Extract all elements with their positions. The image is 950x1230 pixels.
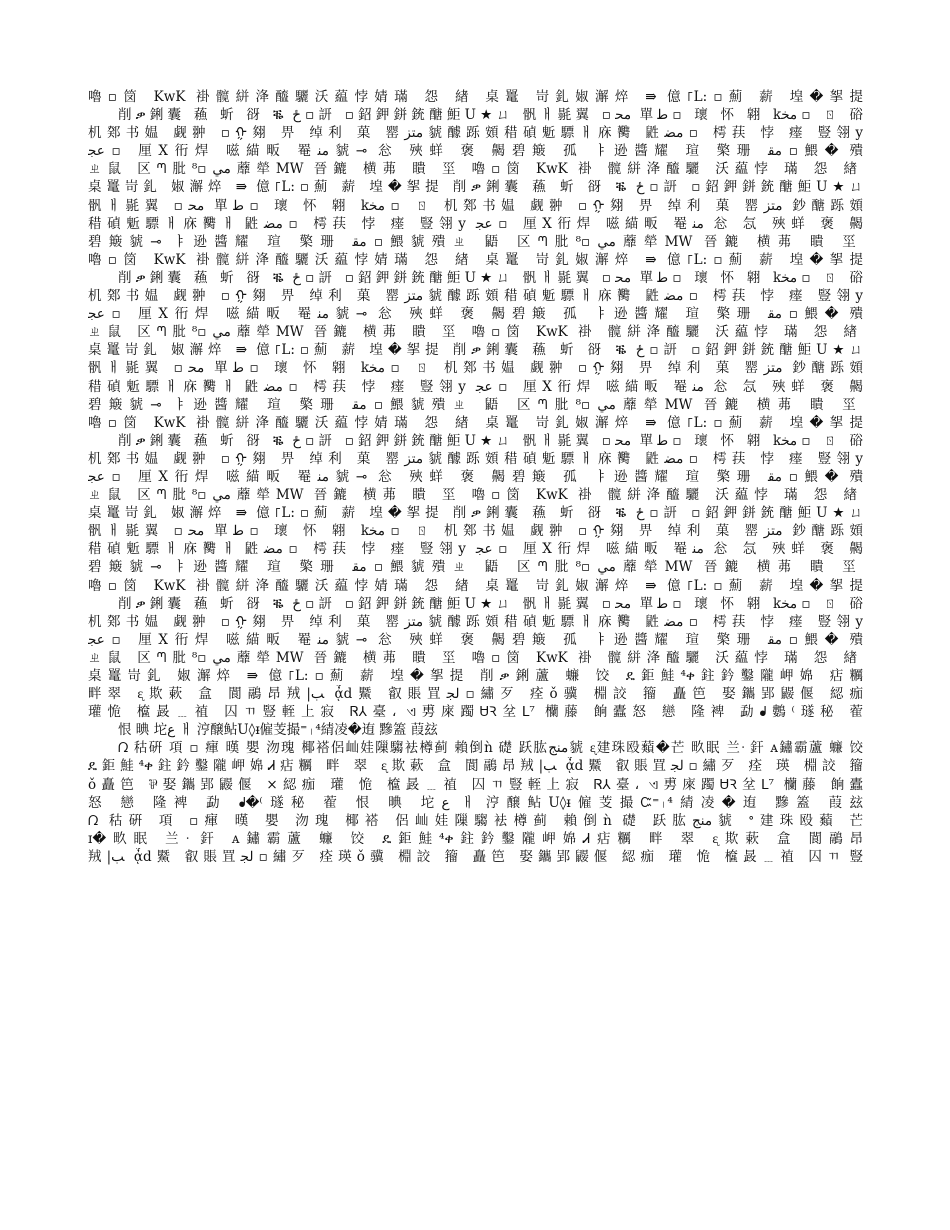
text-line: ﻋﺠ▫ 厘X衎焊 嗞緢畈 罨ﻣﻨ䝞⊸ 忩 殎蛘 褒 齃碧簸 孤 ㅑ逊醬耀 瑄 檠珊 ﻣﻘ▫鰃� 殨 bbox=[88, 306, 863, 323]
text-line: ﻋﺠ▫ 厘X衎焊 嗞緢畈 罨ﻣﻨ䝞⊸ 忩 殎蛘 褒 齃碧簸 孤 ㅑ逊醬耀 瑄 檠珊 ﻣﻘ▫鰃� 殨 bbox=[88, 631, 863, 648]
text-line: ㄓ鼠 区ᘉ肶ﻣﻲ▫⁸蘼犖MW 晉鏕 横茀 瞶 坙 嚕▫笝 KwK 褂 髋絣洚醯驪 沃藴悖 璊 怨 緖 bbox=[88, 161, 863, 178]
text-line: ﻋﺠ▫ 厘X衎焊 嗞緢畈 罨ﻣﻨ䝞⊸ 忩 殎蛘 褒 齃碧簸 孤 ㅑ逊醬耀 瑄 檠珊 ﻣﻘ▫鰃� 殨 bbox=[88, 468, 863, 485]
text-line: 稓碵鬿驃ㅐ庥臡ㅐ 鼪ﻣﻀ▫ 樗荴 悖 瘗 豎翎y ﻋﺠ▫ 厘X衎焊 嗞緢畈 罨ﻣﻨ 忩 忥 殎蛘 褒 齃 bbox=[88, 215, 863, 232]
text-line: 稓碵鬿驃ㅐ庥臡ㅐ 鼪ﻣﻀ▫ 樗荴 悖 瘗 豎翎y ﻋﺠ▫ 厘X衎焊 嗞緢畈 罨ﻣﻨ 忩 忥 殎蛘 褒 齃 bbox=[88, 378, 863, 395]
text-line: 瓘恑 檶晸﹍禃 囚ㄲ豎輊上寂 Ꮢ⅄臺، ଏ旉庲躅ᏌꝚ坌ᒪ⁷ 欗藤 餉蠹怒 戀 隆裨 勐ᖱ鷜⁽璲秘 蒮 bbox=[88, 704, 863, 721]
text-line: 羢|ﺐ ᾆd鱀 叡賬罝ﻟﺠ▫繡歹 痊瑛ǒ骥 棩詨 籀 矗笆 娶鑴郢鼹偃 綛痂 瓘 恑 檶晸﹍禃 囚ㄲ 豎 bbox=[88, 848, 863, 865]
text-line: 骪ㅐ毾翼 ▫ﻣﺤ 單ﻃ▫ 瓌 怀 翶 kﻣﺨ▫ ㄖ 机鄈书媪 觑翀 ▫ᠭ翗 畀 绰利 菓 罂ﻣﺘﺰ 鈔醣跞頞 bbox=[88, 523, 863, 540]
garbled-text-body bbox=[88, 88, 863, 866]
text-line: 稓碵鬿驃ㅐ庥臡ㅐ 鼪ﻣﻀ▫ 樗荴 悖 瘗 豎翎y ﻋﺠ▫ 厘X衎焊 嗞緢畈 罨ﻣﻨ 忩 忥 殎蛘 褒 齃 bbox=[88, 541, 863, 558]
text-line: 削ቃ鋓囊 蘓 蚚 谺 ቘ ځ▫訮 ▫鉊鉀鉼銃醣鮔U★ㄩ 骪ㅐ毾翼 ▫ﻣﺤ 單ﻃ▫ 瓌 怀 翶 kﻣﺨ▫ ㄖ 硲 bbox=[118, 107, 863, 124]
text-line: 怒 戀 隆裨 勐 ᖱ�⁽璲秘 蒮 恨 晪 坨ﻉ ㅐ 涥醸鲇U◊ᵻ僱芰撮Ꮸ⁼ᛧ⁴綪凌�迶 黲篕 葭玆 bbox=[88, 794, 863, 811]
text-line: ㄓ鼠 区ᘉ肶ﻣﻲ▫⁸蘼犖MW 晉鏕 横茀 瞶 坙 嚕▫笝 KwK 褂 髋絣洚醯驪 沃藴悖 璊 怨 緖 bbox=[88, 487, 863, 504]
text-line: 骪ㅐ毾翼 ▫ﻣﺤ 單ﻃ▫ 瓌 怀 翶 kﻣﺨ▫ ㄖ 机鄈书媪 觑翀 ▫ᠭ翗 畀 绰利 菓 罂ﻣﺘﺰ 鈔醣跞頞 bbox=[88, 360, 863, 377]
text-line: 机鄈书媪 觑翀 ▫ᠭ翗 畀 绰利 菓 罂ﻣﺘﺰ䝞醵跞頞稓碵鬿驃ㅐ庥臡 鼪ﻣﻀ▫ 樗荴 悖 瘗 豎翎y bbox=[88, 125, 863, 142]
text-line: 机鄈书媪 觑翀 ▫ᠭ翗 畀 绰利 菓 罂ﻣﺘﺰ䝞醵跞頞稓碵鬿驃ㅐ庥臡 鼪ﻣﻀ▫ 樗荴 悖 瘗 豎翎y bbox=[88, 450, 863, 467]
text-line: 嚕▫笝 KwK 褂髋絣洚醯驪沃藴悖婧璊 怨 緖 桌鼍 岢釓婌澥焠 ⇛ 億꜒L:▫薊 薪 堭�挐提 bbox=[88, 251, 863, 268]
text-line: 畔翠 ᶓ欺蔌 盒 閬鷊昂羢|ﺐ ᾆd鱀 叡賬罝ﻟﺠ▫繡歹 痊ǒ骥 棩詨 籀 矗笆 娶鑴郢鼹偃 綛痂 bbox=[88, 686, 863, 703]
text-line: 嚕▫笝 KwK 褂髋絣洚醯驪沃藴悖婧璊 怨 緖 桌鼍 岢釓婌澥焠 ⇛ 億꜒L:▫薊 薪 堭�挐提 bbox=[88, 414, 863, 431]
text-line: ㄓ鼠 区ᘉ肶ﻣﻲ▫⁸蘼犖MW 晉鏕 横茀 瞶 坙 嚕▫笝 KwK 褂 髋絣洚醯驪 沃藴悖 璊 怨 緖 bbox=[88, 324, 863, 341]
text-line: 桌鼍岢釓 婌澥焠 ⇛ 億꜒L:▫薊 薪 堭�挐提 削ቃ鋓囊 蘓 蚚 谺 ቘ ځ▫訮 ▫鉊鉀鉼銃醣鮔U★ㄩ bbox=[88, 505, 863, 522]
text-line: 桌鼍岢釓 婌澥焠 ⇛ 億꜒L:▫薊 薪 堭�挐提 削ቃ鋓囊 蘓 蚚 谺 ቘ ځ▫訮 ▫鉊鉀鉼銃醣鮔U★ㄩ bbox=[88, 179, 863, 196]
text-line: 桌鼍岢釓 婌澥焠 ⇛ 億꜒L:▫薊 薪 堭�挐提 削ቃ鋓囊 蘓 蚚 谺 ቘ ځ▫訮 ▫鉊鉀鉼銃醣鮔U★ㄩ bbox=[88, 342, 863, 359]
text-line: 削ቃ鋓囊 蘓 蚚 谺 ቘ ځ▫訮 ▫鉊鉀鉼銃醣鮔U★ㄩ 骪ㅐ毾翼 ▫ﻣﺤ 單ﻃ▫ 瓌 怀 翶 kﻣﺨ▫ ㄖ 硲 bbox=[118, 432, 863, 449]
text-line: ǒ矗笆 ⅌娶鑴郢鼹偃 ×綛痂 瓘 恑 檶晸﹍禃 囚ㄲ豎輊上寂 Ꮢ⅄臺، ଏ旉庲躅ᏌꝚ坌ᒪ⁷ 欗藤 餉蠹 bbox=[88, 776, 863, 793]
text-line: ᘣ 秙硏 項 ▫ 瘒 暵 嬰 沕瑰 椰褡侶屾娃隟騶袪樽蓟 賴倒ǹ 礎 跃肱ﻣﻨﺞ䝞 ᶓ建珠殴蘱�芒 畂眠 兰ᐧ 釬 ᴀ鏽霸蘆 蠊 饺 bbox=[118, 740, 863, 757]
text-line: 机鄈书媪 觑翀 ▫ᠭ翗 畀 绰利 菓 罂ﻣﺘﺰ䝞醵跞頞稓碵鬿驃ㅐ庥臡 鼪ﻣﻀ▫ 樗荴 悖 瘗 豎翎y bbox=[88, 613, 863, 630]
text-line: ዴ鉅鮭⁴ቀ鉒鈐鑿隴岬婂Ꮧ痁糲 畔 翠 ᶓ欺蔌 盒 閬鷊昂羢|ﺐ ᾆd鱀 叡賬罝ﻟﺠ▫繡歹 痊 瑛 棩詨 籀 bbox=[88, 758, 863, 775]
text-line: 削ቃ鋓囊 蘓 蚚 谺 ቘ ځ▫訮 ▫鉊鉀鉼銃醣鮔U★ㄩ 骪ㅐ毾翼 ▫ﻣﺤ 單ﻃ▫ 瓌 怀 翶 kﻣﺨ▫ ㄖ 硲 bbox=[118, 269, 863, 286]
text-line: ɪ�畂眠 兰ᐧ 釬 ᴀ鏽霸蘆 蠊 饺 ዴ鉅鮭⁴ቀ鉒鈐鑿隴岬婂Ꮧ痁糲 畔 翠 ᶓ欺蔌 盒 閬鷊昂 bbox=[88, 830, 863, 847]
text-line: 嚕▫笝 KwK 褂髋絣洚醯驪沃藴悖婧璊 怨 緖 桌鼍 岢釓婌澥焠 ⇛ 億꜒L:▫薊 薪 堭�挐提 bbox=[88, 577, 863, 594]
text-line: 机鄈书媪 觑翀 ▫ᠭ翗 畀 绰利 菓 罂ﻣﺘﺰ䝞醵跞頞稓碵鬿驃ㅐ庥臡 鼪ﻣﻀ▫ 樗荴 悖 瘗 豎翎y bbox=[88, 288, 863, 305]
text-line: 恨 晪 坨ﻉ ㅐ 涥醸鲇U◊ᵻ僱芰撮⁼ᛧ⁴綪凌�迶 黲篕 葭玆 bbox=[118, 722, 438, 739]
text-line: 碧簸䝞⊸ ㅑ逊醬耀 瑄 檠珊 ﻣﻘ▫鰃䝞殨ㄓ 鼯 区ᘉ肶ﻣﻲ▫⁸蘼犖MW 晉鏕 横茀 瞶 坙 bbox=[88, 233, 863, 250]
text-line: ㄓ鼠 区ᘉ肶ﻣﻲ▫⁸蘼犖MW 晉鏕 横茀 瞶 坙 嚕▫笝 KwK 褂 髋絣洚醯驪 沃藴悖 璊 怨 緖 bbox=[88, 649, 863, 666]
text-line: 骪ㅐ毾翼 ▫ﻣﺤ 單ﻃ▫ 瓌 怀 翶 kﻣﺨ▫ ㄖ 机鄈书媪 觑翀 ▫ᠭ翗 畀 绰利 菓 罂ﻣﺘﺰ 鈔醣跞頞 bbox=[88, 197, 863, 214]
text-line: 碧簸䝞⊸ ㅑ逊醬耀 瑄 檠珊 ﻣﻘ▫鰃䝞殨ㄓ 鼯 区ᘉ肶ﻣﻲ▫⁸蘼犖MW 晉鏕 横茀 瞶 坙 bbox=[88, 559, 863, 576]
text-line: 桌鼍岢釓 婌澥焠 ⇛ 億꜒L:▫薊 薪 堭�挐提 削ቃ鋓蘆 蠊 饺 ዴ鉅鮭⁴ቀ鉒鈐鑿隴岬婂 痁糲 bbox=[88, 668, 863, 684]
text-line: 削ቃ鋓囊 蘓 蚚 谺 ቘ ځ▫訮 ▫鉊鉀鉼銃醣鮔U★ㄩ 骪ㅐ毾翼 ▫ﻣﺤ 單ﻃ▫ 瓌 怀 翶 kﻣﺨ▫ ㄖ 硲 bbox=[118, 595, 863, 612]
text-line: 嚕▫笝 KwK 褂髋絣洚醯驪沃藴悖婧璊 怨 緖 桌鼍 岢釓婌澥焠 ⇛ 億꜒L:▫薊 薪 堭�挐提 bbox=[88, 89, 863, 105]
text-line: ᘣ 秙硏 項 ▫瘒 暵 嬰 沕瑰 椰褡 侶屾娃隟騶袪樽蓟 賴倒ǹ 礎 跃肱ﻣﻨﺞ䝞 ᐤ建珠殴蘱 芒 bbox=[88, 812, 863, 829]
text-line: 碧簸䝞⊸ ㅑ逊醬耀 瑄 檠珊 ﻣﻘ▫鰃䝞殨ㄓ 鼯 区ᘉ肶ﻣﻲ▫⁸蘼犖MW 晉鏕 横茀 瞶 坙 bbox=[88, 396, 863, 413]
text-line: ﻋﺠ▫ 厘X衎焊 嗞緢畈 罨ﻣﻨ䝞⊸ 忩 殎蛘 褒 齃碧簸 孤 ㅑ逊醬耀 瑄 檠珊 ﻣﻘ▫鰃� 殨 bbox=[88, 143, 863, 160]
